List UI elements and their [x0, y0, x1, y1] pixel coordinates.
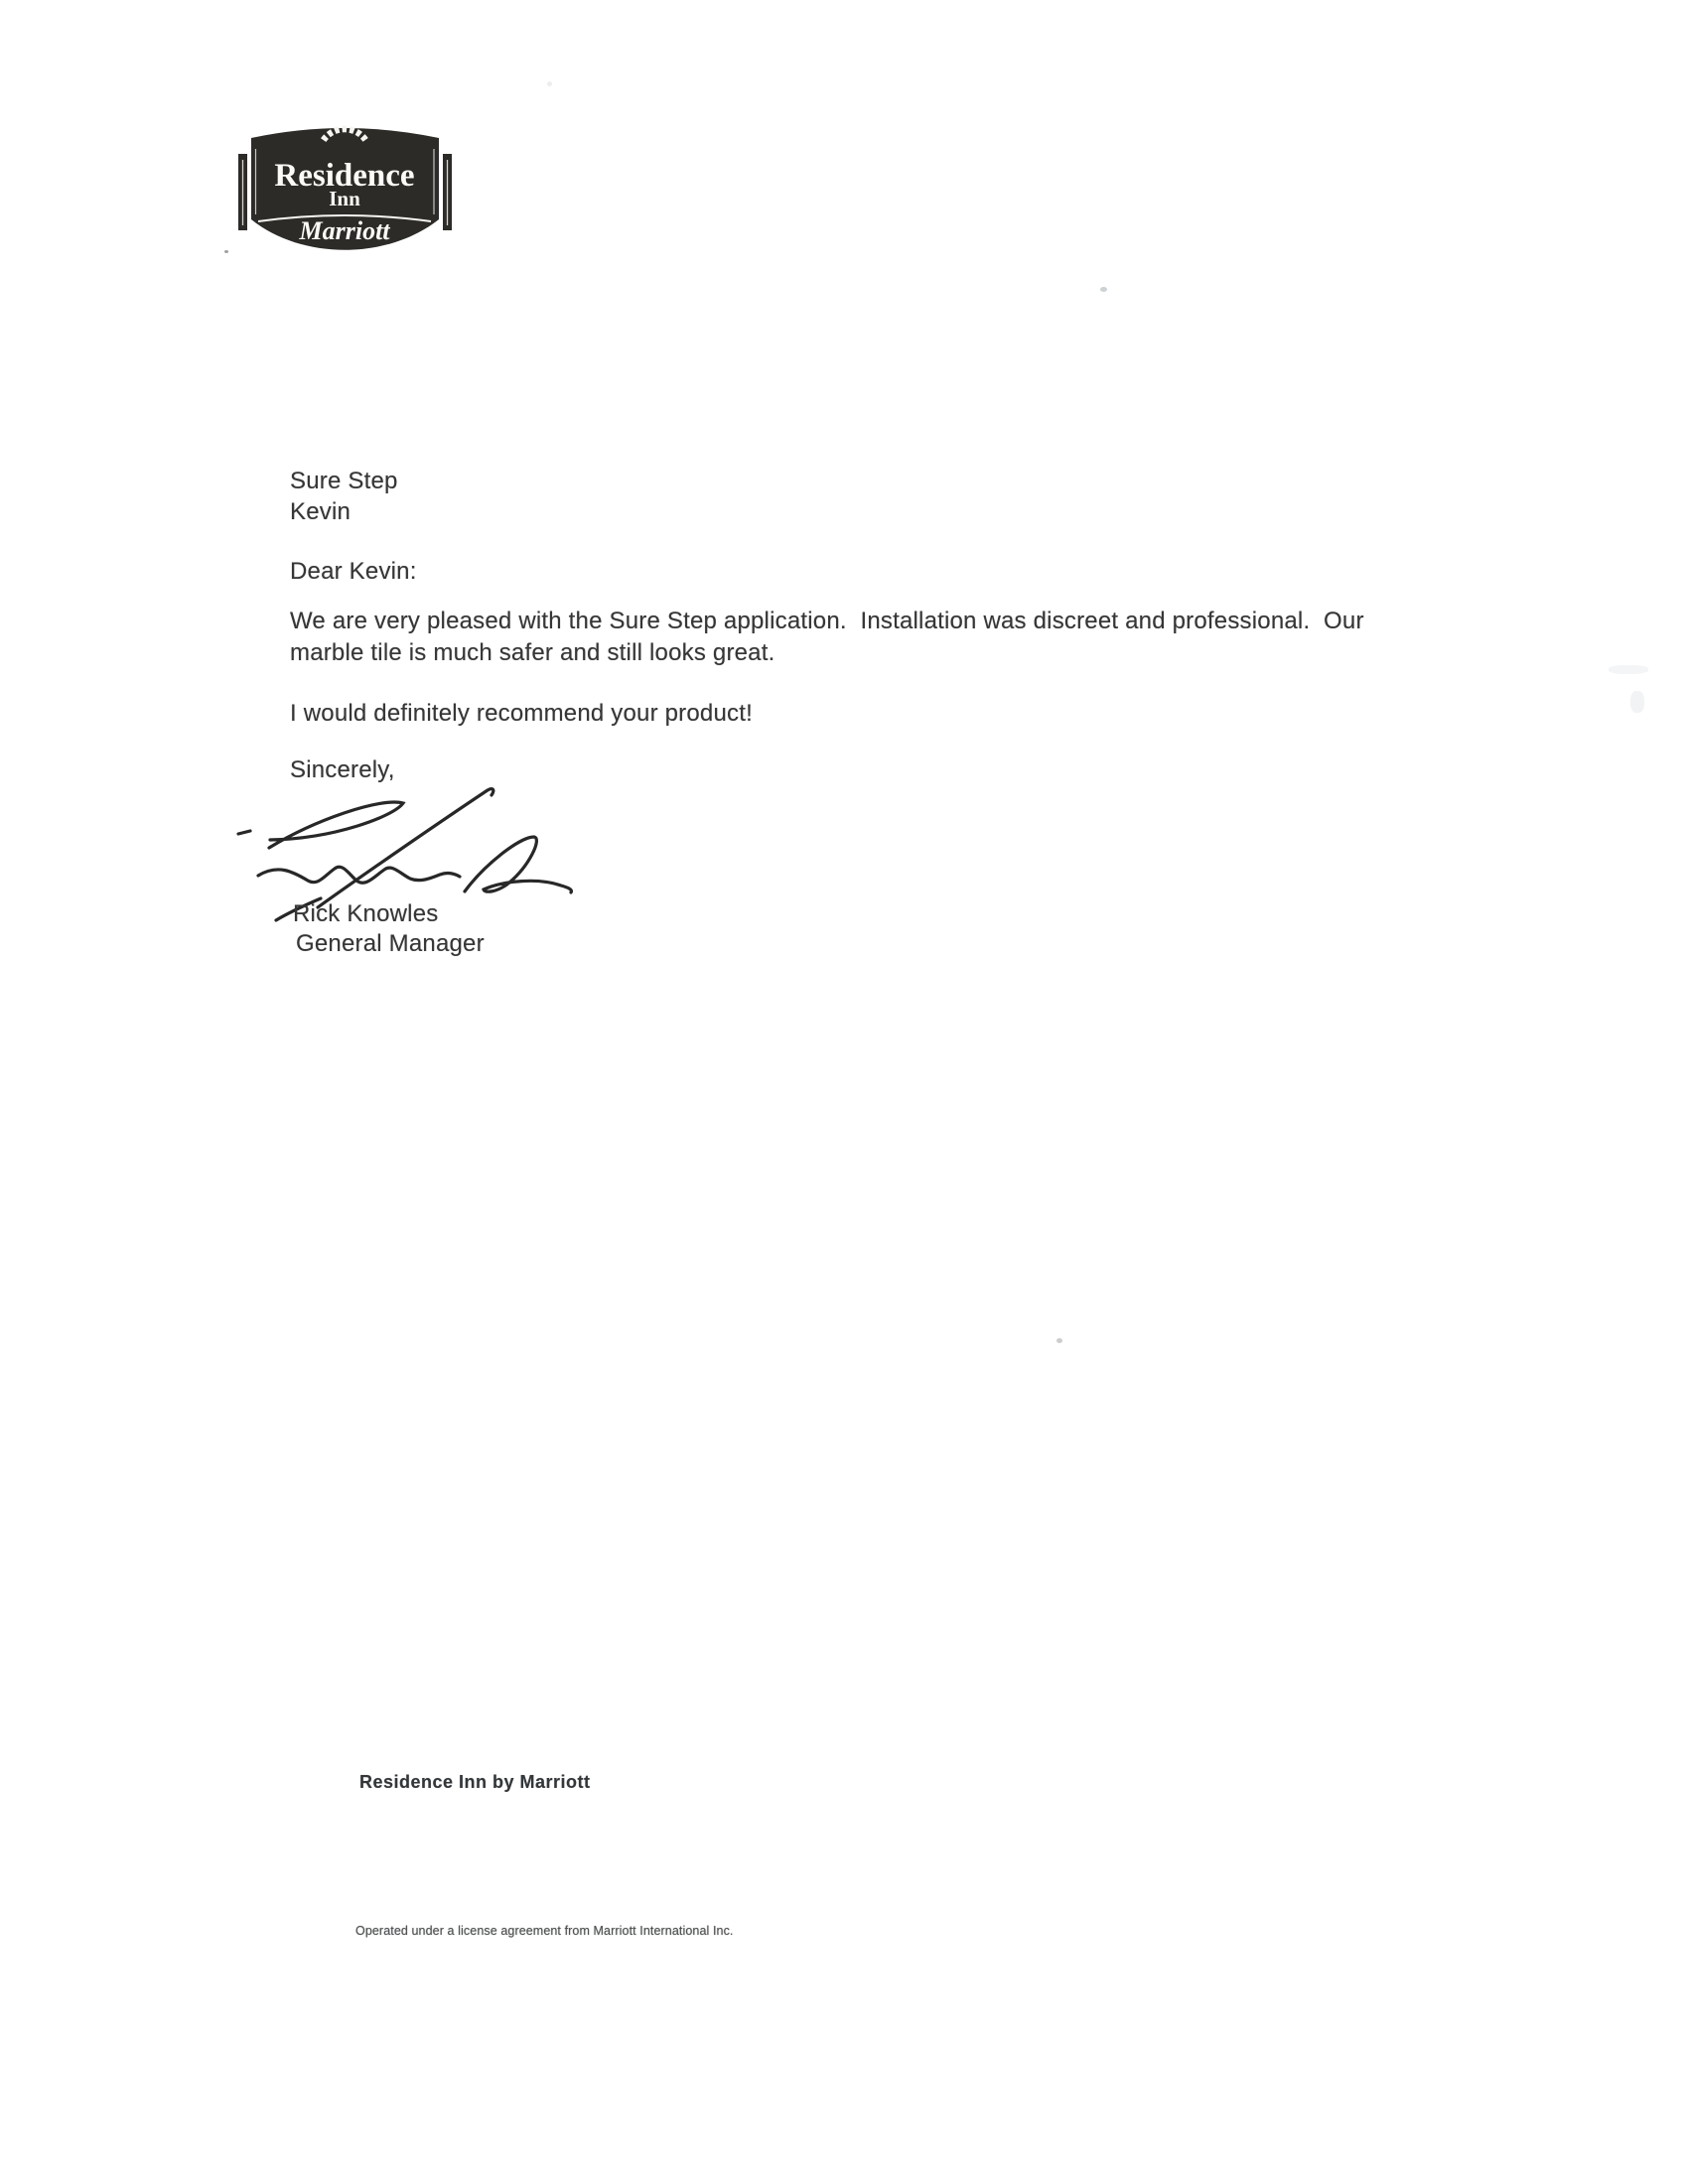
- signature-loop: [269, 802, 403, 848]
- signature-squiggle: [258, 867, 460, 883]
- scan-smudge: [1630, 691, 1644, 713]
- signature-stray-dash: [238, 831, 250, 834]
- footer-brand-line: Residence Inn by Marriott: [359, 1772, 591, 1792]
- logo-inn-text: Inn: [329, 187, 360, 210]
- salutation-line: Dear Kevin:: [290, 558, 417, 585]
- paragraph2-line: I would definitely recommend your product!: [290, 700, 753, 727]
- footer-legal-line: Operated under a license agreement from Marriott International Inc.: [355, 1924, 734, 1938]
- scan-speck: [224, 250, 228, 253]
- scan-speck: [547, 81, 552, 86]
- signature-tail-loop: [465, 837, 571, 892]
- scan-smudge: [1609, 665, 1648, 674]
- recipient-name-line: Kevin: [290, 498, 352, 525]
- scan-speck: [1100, 287, 1107, 292]
- closing-line: Sincerely,: [290, 756, 395, 783]
- paragraph1-line1: We are very pleased with the Sure Step application. Installation was discreet and professional. Our: [290, 608, 1364, 634]
- paragraph1-line2: marble tile is much safer and still looks great.: [290, 639, 775, 666]
- residence-inn-marriott-logo: [238, 115, 452, 254]
- recipient-company-line: Sure Step: [290, 468, 398, 494]
- logo-residence-text: Residence: [274, 158, 415, 194]
- signer-name-line: Rick Knowles: [293, 900, 439, 927]
- logo-marriott-text: Marriott: [299, 216, 390, 245]
- signer-title-line: General Manager: [296, 930, 485, 957]
- scan-speck: [1056, 1338, 1062, 1343]
